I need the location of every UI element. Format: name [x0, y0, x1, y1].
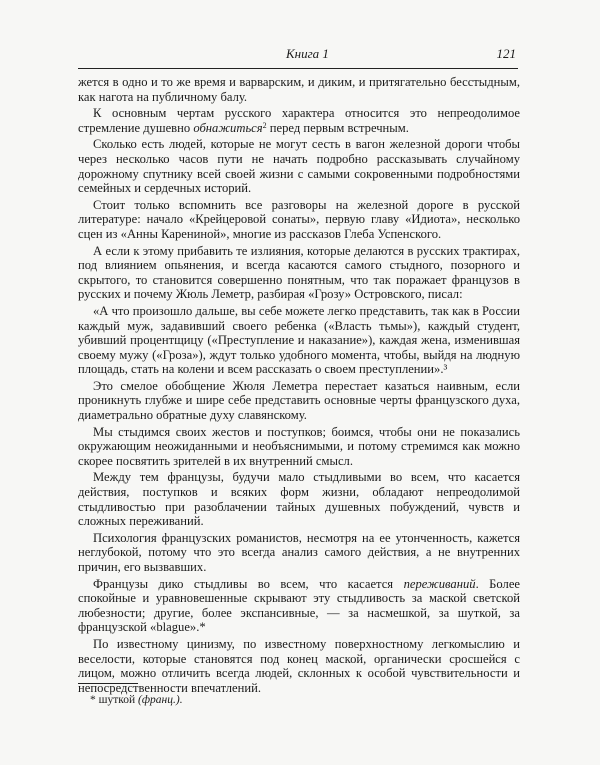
- paragraph: [78, 577, 520, 635]
- body-text: [78, 75, 520, 697]
- paragraph: [78, 637, 520, 695]
- note-reference: 2: [262, 120, 267, 130]
- text-run: Французы дико стыдливы во всем, что касается: [93, 576, 404, 591]
- text-run: жется в одно и то же время и варварским, и диким, и притягательно бесстыдным, как нагота на публичному балу.: [78, 75, 520, 104]
- paragraph: [78, 531, 520, 575]
- footnote-mark: *: [90, 694, 96, 706]
- footnote-divider: [78, 683, 138, 684]
- footnote: [90, 694, 183, 706]
- paragraph: [78, 198, 520, 242]
- paragraph: [78, 75, 520, 104]
- text-run: К основным чертам русского характера относится это непреодолимое стремление душевно: [78, 106, 520, 135]
- text-run: Между тем французы, будучи мало стыдливыми во всем, что касается действия, поступков и всяких форм жизни, обладают непреодолимой стыдливостью при разоблачении тайных душевных побуждений, чувств и сложных переживаний.: [78, 470, 520, 529]
- text-run: перед первым встречным.: [266, 120, 409, 135]
- running-title: Книга 1: [286, 46, 329, 61]
- text-run: Мы стыдимся своих жестов и поступков; боимся, чтобы они не показались окружающим неожиданными и необъяснимыми, и потому стремимся как можно скорее посвятить зрителей в их внутренний смысл.: [78, 424, 520, 468]
- text-run: А если к этому прибавить те излияния, которые делаются в русских трактирах, под влиянием опьянения, и всегда касаются самого стыдного, позорного и скрытого, то становится совершенно понятным, что так поражает французов в русских и почему Жюль Леметр, разбирая «Грозу» Островского, писал:: [78, 243, 520, 302]
- text-run: Психология французских романистов, несмотря на ее утонченность, кажется неглубокой, потому что это всегда анализ самого действия, а не внутренних причин, его вызвавших.: [78, 530, 520, 574]
- paragraph: [78, 425, 520, 469]
- paragraph: [78, 244, 520, 302]
- text-run: Сколько есть людей, которые не могут сесть в вагон железной дороги чтобы через несколько часов пути не начать подробно рассказывать случайному дорожному спутнику всей своей жизни с самыми сокровенными подробностями семейных и сердечных историй.: [78, 137, 520, 196]
- text-run: «А что произошло дальше, вы себе можете легко представить, так как в России каждый муж, задавивший своего ребенка («Власть тьмы»), каждый студент, убивший процентщицу («Преступление и наказание»), каждая жена, изменившая своему мужу («Гроза»), ждут только удобного момента, чтобы, выйдя на людную площадь, стать на колени и всем рассказать о своем преступлении».³: [78, 303, 520, 377]
- emphasized-word: обнажиться: [193, 120, 263, 135]
- text-run: Стоит только вспомнить все разговоры на железной дороге в русской литературе: начало «Крейцеровой сонаты», первую главу «Идиота», несколько сцен из «Анны Карениной», многие из рассказов Глеба Успенского.: [78, 197, 520, 241]
- paragraph: [78, 106, 520, 135]
- text-run: Это смелое обобщение Жюля Леметра перестает казаться наивным, если проникнуть глубже и шире себе представить основные черты французского духа, диаметрально обратные духу славянскому.: [78, 378, 520, 423]
- paragraph: [78, 470, 520, 528]
- emphasized-word: переживаний: [403, 576, 476, 591]
- page-header: [78, 44, 518, 69]
- text-run: По известному цинизму, по известному поверхностному легкомыслию и веселости, которые становятся под конец маской, органически сросшейся с лицом, можно отличить всегда людей, склонных к особой чувствительности и непосредственности впечатлений.: [78, 636, 520, 695]
- text-run: . Более спокойные и уравновешенные скрывают эту стыдливость за маской светской любезности; другие, более экспансивные, — за насмешкой, за шуткой, за французской «blague».*: [78, 576, 521, 635]
- footnote-language-label: (франц.).: [138, 694, 183, 706]
- footnote-text: шуткой: [98, 694, 136, 706]
- quotation-paragraph: [78, 304, 520, 377]
- page-number: 121: [496, 46, 516, 61]
- paragraph: [78, 379, 520, 423]
- paragraph: [78, 137, 520, 195]
